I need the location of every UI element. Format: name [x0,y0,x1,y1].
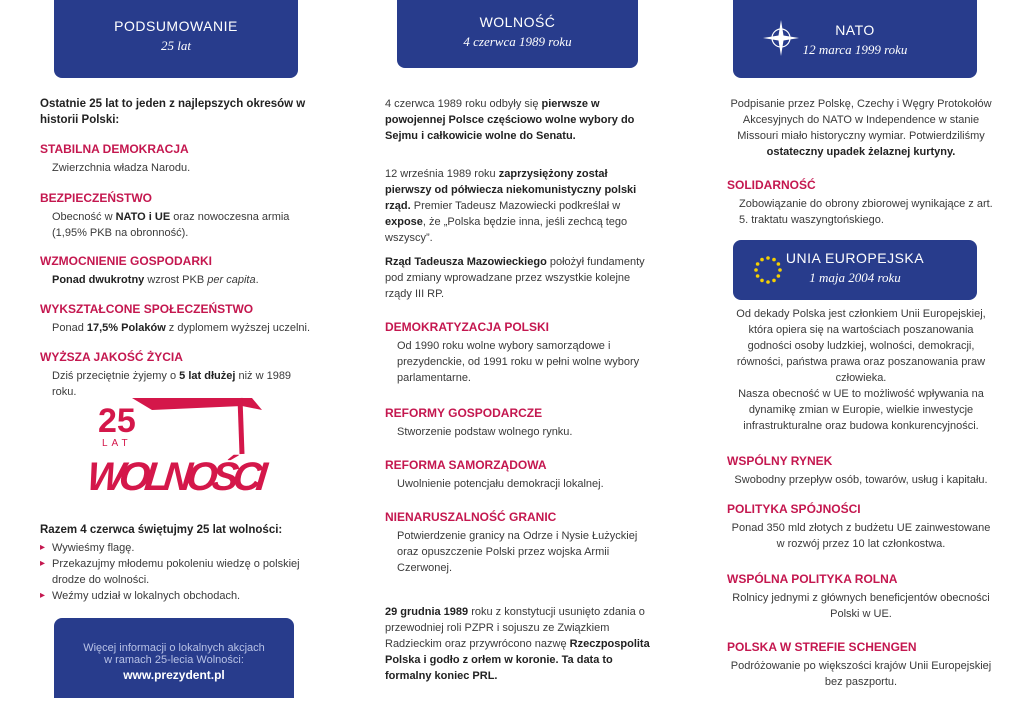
celebrate-heading: Razem 4 czerwca świętujmy 25 lat wolności: [40,524,283,536]
eu-stars-icon [751,253,785,287]
text: wzrost PKB [144,274,208,286]
summary-item [40,254,312,288]
eu-star [777,274,781,278]
section-heading: STABILNA DEMOKRACJA [40,142,189,156]
text: Zwierzchnia władza Narodu. [52,162,191,174]
eu-item [727,454,995,488]
section-heading: BEZPIECZEŃSTWO [40,191,153,205]
freedom-paragraph-3 [385,254,653,302]
section-heading: WZMOCNIENIE GOSPODARKI [40,254,213,268]
freedom-paragraph-1 [385,96,653,144]
bold-text: Rzeczpospolita Polska i godło z orłem w koronie. Ta data to formalny koniec PRL. [385,638,650,682]
summary-banner-title: PODSUMOWANIE [114,18,238,34]
eu-star [760,279,764,283]
solidarity-section [727,178,995,228]
summary-banner-subtitle: 25 lat [161,38,191,53]
svg-text:LAT: LAT [102,438,132,449]
info-line-2: w ramach 25-lecia Wolności: [104,654,244,666]
eu-banner [733,240,977,300]
section-heading: NIENARUSZALNOŚĆ GRANIC [385,510,557,524]
section-heading: REFORMY GOSPODARCZE [385,406,543,420]
eu-star [754,268,758,272]
solidarity-heading: SOLIDARNOŚĆ [727,178,816,192]
section-text: Rolnicy jednymi z głównych beneficjentów obecności Polski w UE. [732,592,990,620]
freedom-item [385,458,653,492]
svg-text:25: 25 [98,402,136,440]
section-heading: REFORMA SAMORZĄDOWA [385,458,547,472]
bullet-item: ▸ Wywieśmy flagę. [40,540,310,556]
bold-text: 29 grudnia 1989 [385,606,469,618]
eu-item [727,502,995,552]
eu-paragraph-2: Nasza obecność w UE to możliwość wpływania na dynamikę zmian w Europie, wielkie inwestycje infrastrukturalne oraz budowa konkurencyjności. [738,388,984,432]
svg-text:WOLNOŚCI: WOLNOŚCI [84,455,270,499]
eu-star [756,262,760,266]
summary-banner [54,0,298,78]
25-lat-wolnosci-logo [84,394,282,506]
text: , że „Polska będzie inna, jeśli zechcą tego wszyscy”. [385,216,628,244]
text: z dyplomem wyższej uczelni. [165,322,311,334]
section-text: Ponad 350 mld złotych z budżetu UE zainwestowane w rozwój przez 10 lat członkostwa. [731,522,991,550]
text: oraz nowoczesna armia (1,95% PKB na obronność). [52,211,290,239]
summary-intro: Ostatnie 25 lat to jeden z najlepszych okresów w historii Polski: [40,98,306,126]
section-text [40,320,312,336]
section-text [40,272,312,288]
text: położył fundamenty pod zmiany wprowadzane przez wszystkie kolejne rządy III RP. [385,256,645,300]
eu-star [760,258,764,262]
nato-paragraph [727,96,995,160]
bold-text: NATO i UE [115,211,171,223]
italic-text: per capita [207,274,256,286]
section-text: Podróżowanie po większości krajów Unii Europejskiej bez paszportu. [730,660,992,688]
bold-text: pierwsze w powojennej Polsce częściowo wolne wybory do Sejmu i całkowicie wolne do Senatu. [385,98,635,142]
section-text [40,209,312,241]
section-text: Stworzenie podstaw wolnego rynku. [397,426,573,438]
eu-item [727,640,995,690]
summary-item [40,191,312,241]
freedom-banner [397,0,638,68]
text: Podpisanie przez Polskę, Czechy i Węgry Protokołów Akcesyjnych do NATO w Independence w stanie Missouri miało historyczny wymiar. Potwierdziliśmy [730,98,992,142]
info-line-1: Więcej informacji o lokalnych akcjach [83,642,265,654]
freedom-paragraph-4 [385,604,653,684]
bold-text: 5 lat dłużej [179,370,236,382]
summary-item [40,350,312,400]
text: Ponad [52,322,87,334]
nato-banner-subtitle: 12 marca 1999 roku [802,42,908,57]
eu-banner-subtitle: 1 maja 2004 roku [809,270,901,285]
section-heading: WSPÓLNY RYNEK [727,454,833,468]
section-text: Od 1990 roku wolne wybory samorządowe i prezydenckie, od 1991 roku w pełni wolne wybory parlamentarne. [397,340,640,384]
info-box [54,618,294,698]
bold-text: Ponad dwukrotny [52,274,145,286]
bold-text: ostateczny upadek żelaznej kurtyny. [766,146,956,158]
section-text [40,160,312,176]
text: niż w 1989 roku. [52,370,292,398]
freedom-banner-title: WOLNOŚĆ [479,14,556,30]
bold-text: Rząd Tadeusza Mazowieckiego [385,256,547,268]
eu-star [778,268,782,272]
text: Premier Tadeusz Mazowiecki podkreślał w [410,200,621,212]
celebrate-section [40,522,310,604]
bold-text: zaprzysiężony został pierwszy od półwiecza niekomunistyczny polski rząd. [385,168,637,212]
section-heading: DEMOKRATYZACJA POLSKI [385,320,550,334]
freedom-paragraph-2 [385,166,653,246]
text: 4 czerwca 1989 roku odbyły się [385,98,542,110]
text: roku z konstytucji usunięto zdania o przewodniej roli PZPR i sojuszu ze Związkiem Radzieckim oraz przywrócono nazwę [385,606,645,650]
eu-star [756,274,760,278]
nato-banner-title: NATO [835,22,875,38]
freedom-item [385,510,653,576]
summary-item [40,302,312,336]
section-text: Uwolnienie potencjału demokracji lokalnej. [397,478,604,490]
text: Dziś przeciętnie żyjemy o [52,370,180,382]
section-heading: WYŻSZA JAKOŚĆ ŻYCIA [40,350,183,364]
eu-star [766,256,770,260]
bullet-item: ▸ Weźmy udział w lokalnych obchodach. [40,588,310,604]
eu-star [772,279,776,283]
text: . [255,274,259,286]
bold-text: expose [385,216,423,228]
eu-banner-title: UNIA EUROPEJSKA [785,250,925,266]
text: Obecność w [52,211,116,223]
celebrate-bullets [40,540,310,604]
bold-text: 17,5% Polaków [86,322,166,334]
section-heading: POLSKA W STREFIE SCHENGEN [727,640,917,654]
nato-star-icon [761,18,801,58]
solidarity-text: Zobowiązanie do obrony zbiorowej wynikające z art. 5. traktatu waszyngtońskiego. [739,198,993,226]
nato-banner [733,0,977,78]
eu-star [777,262,781,266]
eu-star [766,280,770,284]
info-url[interactable]: www.prezydent.pl [123,668,225,682]
section-heading: POLITYKA SPÓJNOŚCI [727,502,861,516]
section-heading: WYKSZTAŁCONE SPOŁECZEŃSTWO [40,302,254,316]
text: 12 września 1989 roku [385,168,499,180]
section-text: Potwierdzenie granicy na Odrze i Nysie Łużyckiej oraz opuszczenie Polski przez wojska Armii Czerwonej. [397,530,638,574]
eu-star [772,258,776,262]
freedom-item [385,406,653,440]
left-column [40,0,312,78]
freedom-banner-subtitle: 4 czerwca 1989 roku [463,34,572,49]
freedom-item [385,320,653,386]
eu-paragraph-1: Od dekady Polska jest członkiem Unii Europejskiej, która opiera się na wartościach poszanowania godności osoby ludzkiej, wolności, demokracji, równości, państwa prawa oraz poszanowania praw człowieka. [736,308,986,384]
section-text: Swobodny przepływ osób, towarów, usług i kapitału. [734,474,988,486]
section-heading: WSPÓLNA POLITYKA ROLNA [727,572,898,586]
summary-item [40,142,312,176]
bullet-item: ▸ Przekazujmy młodemu pokoleniu wiedzę o polskiej drodze do wolności. [40,556,310,588]
eu-item [727,572,995,622]
